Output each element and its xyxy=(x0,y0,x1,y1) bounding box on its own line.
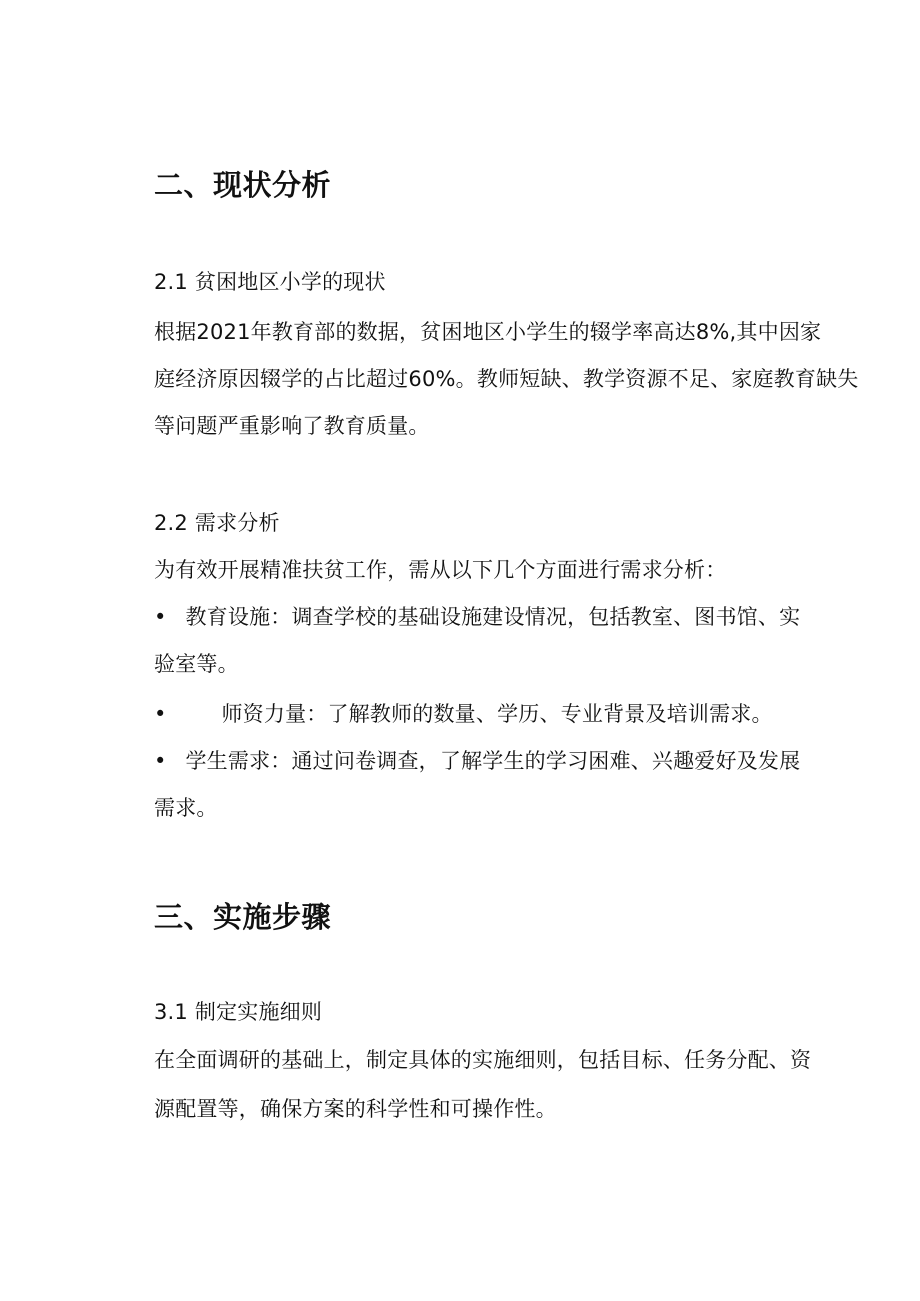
paragraph-line: 在全面调研的基础上，制定具体的实施细则，包括目标、任务分配、资 xyxy=(154,1048,812,1072)
subsection-title-2-1: 2.1 贫困地区小学的现状 xyxy=(154,270,386,294)
paragraph-line: 源配置等，确保方案的科学性和可操作性。 xyxy=(154,1097,557,1121)
section-heading-status-analysis: 二、现状分析 xyxy=(154,168,332,202)
bullet-marker: • xyxy=(154,749,167,773)
bullet-marker: • xyxy=(154,702,167,726)
bullet-marker: • xyxy=(154,605,167,629)
list-item xyxy=(154,699,773,729)
bullet-text: 学生需求：通过问卷调查，了解学生的学习困难、兴趣爱好及发展 xyxy=(185,749,801,773)
bullet-continuation: 验室等。 xyxy=(154,652,239,676)
bullet-text: 师资力量：了解教师的数量、学历、专业背景及培训需求。 xyxy=(221,702,773,726)
list-item xyxy=(154,746,800,776)
paragraph-line: 等问题严重影响了教育质量。 xyxy=(154,414,430,438)
section-heading-implementation: 三、实施步骤 xyxy=(154,900,332,934)
paragraph-line: 庭经济原因辍学的占比超过60%。教师短缺、教学资源不足、家庭教育缺失 xyxy=(154,367,859,391)
list-item xyxy=(154,602,800,632)
paragraph-line: 根据2021年教育部的数据，贫困地区小学生的辍学率高达8%,其中因家 xyxy=(154,320,822,344)
subsection-title-3-1: 3.1 制定实施细则 xyxy=(154,1000,323,1024)
bullet-text: 教育设施：调查学校的基础设施建设情况，包括教室、图书馆、实 xyxy=(185,605,801,629)
subsection-title-2-2: 2.2 需求分析 xyxy=(154,511,280,535)
intro-line: 为有效开展精准扶贫工作，需从以下几个方面进行需求分析： xyxy=(154,558,727,582)
bullet-continuation: 需求。 xyxy=(154,796,218,820)
